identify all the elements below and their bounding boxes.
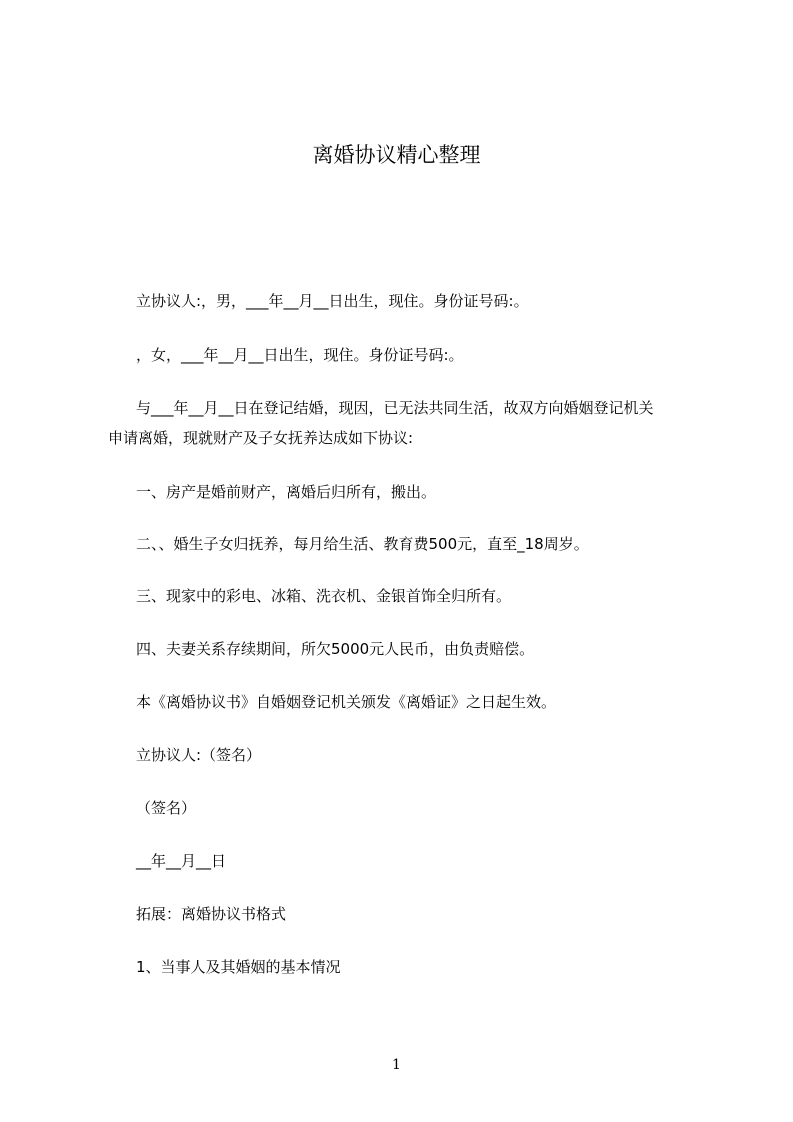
paragraph-marriage-line1: 与___年__月__日在登记结婚，现因，已无法共同生活，故双方向婚姻登记机关 <box>136 399 654 417</box>
clause-2: 二、、婚生子女归抚养，每月给生活、教育费500元，直至_18周岁。 <box>136 535 589 553</box>
clause-1: 一、房产是婚前财产，离婚后归所有，搬出。 <box>136 483 437 501</box>
signature-line-2: （签名） <box>136 799 197 817</box>
page-number: 1 <box>392 1057 401 1073</box>
clause-3: 三、现家中的彩电、冰箱、洗衣机、金银首饰全归所有。 <box>136 587 512 605</box>
clause-4: 四、夫妻关系存续期间，所欠5000元人民币，由负责赔偿。 <box>136 640 535 658</box>
signature-line-1: 立协议人:（签名） <box>136 746 262 764</box>
paragraph-marriage-line2: 申请离婚，现就财产及子女抚养达成如下协议: <box>108 429 414 447</box>
paragraph-party-b: ，女，___年__月__日出生，现住。身份证号码:。 <box>136 346 464 364</box>
document-title: 离婚协议精心整理 <box>312 143 481 167</box>
extension-heading: 拓展：离婚协议书格式 <box>136 905 287 923</box>
paragraph-party-a: 立协议人:，男，___年__月__日出生，现住。身份证号码:。 <box>136 292 529 310</box>
date-line: __年__月__日 <box>136 852 227 870</box>
section-heading-1: 1、当事人及其婚姻的基本情况 <box>136 958 341 976</box>
effective-clause: 本《离婚协议书》自婚姻登记机关颁发《离婚证》之日起生效。 <box>136 693 557 711</box>
